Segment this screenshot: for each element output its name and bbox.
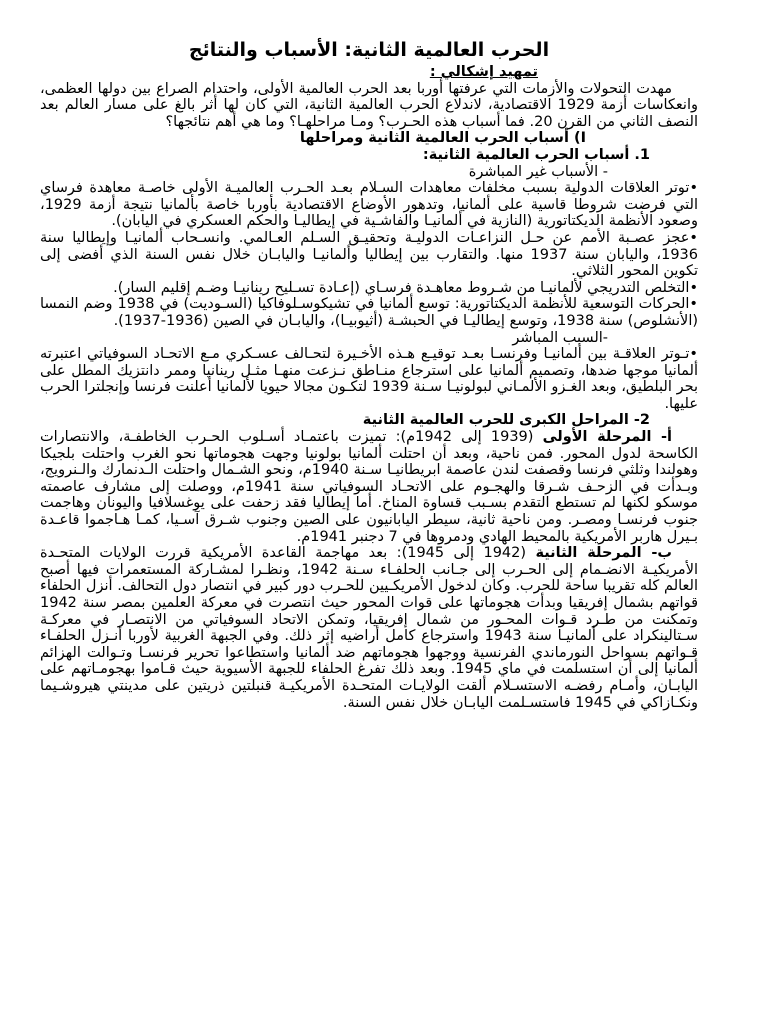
phase-one-paragraph (40, 429, 698, 545)
indirect-causes-heading: - الأسباب غير المباشرة (468, 163, 608, 180)
indirect-cause-item: •توتر العلاقات الدولية بسبب مخلفات معاهدات السـلام بعـد الحـرب العالميـة الأولى خاصـة معاهدة فرساي التي فرضت شروطا قاسية على ألمانيا، وتدهور الأوضاع الاقتصادية بأوربا خاصة بألمانيا نتيجة أزمة 1929، وصعود الأنظمة الديكتاتورية (النازية في ألمانيـا والفاشـية في إيطاليـا والحكم العسكري في اليابان). (40, 180, 698, 230)
subsection-heading-causes: 1. أسباب الحرب العالمية الثانية: (422, 146, 650, 163)
subsection-heading-phases: 2- المراحل الكبرى للحرب العالمية الثانية (362, 412, 650, 429)
phase-one-label: أ- المرحلة الأولى (542, 429, 672, 446)
document-title: الحرب العالمية الثانية: الأسباب والنتائج (188, 39, 550, 61)
phase-one-text: : تميزت باعتمـاد أسـلوب الحـرب الخاطفـة، والانتصارات الكاسحة لدول المحور. فمن ناحية، وبعد أن احتلت ألمانيا بولونيا وجهت هجوماتها نحو الغرب واحتلت بلجيكا وهولندا وثلثي فرنسا وقصفت لندن عاصمة ابريطانيـا سـنة 1940م، ونحو الشـمال واحتلت الـدنمارك والـنرويج، وبـدأت في الزحـف شـرقا والهجـوم على الاتحـاد السوفياتي سنة 1941م، ووصلت إلى مشارف عاصمته موسكو لكنها لم تستطع التقدم بسـبب قساوة المناخ. أما إيطاليا فقد زحفت على يوغسلافيا واليونان وهاجمت جنوب فرنسـا ومصـر. ومن ناحية ثانية، سيطر اليابانيون على الصين وجنوب شـرق آسـيا، كمـا هـاجموا قاعـدة بـيرل هاربر الأمريكية بالمحيط الهادي ودمروها في 7 دجنبر 1941م. (40, 429, 698, 545)
phase-two-label: ب- المرحلة الثانية (535, 545, 672, 562)
indirect-cause-item: •الحركات التوسعية للأنظمة الديكتاتورية: توسع ألمانيا في تشيكوسـلوفاكيا (السـوديت) في 1938 وضم النمسا (الأنشلوص) سنة 1938، وتوسع إيطاليـا في الحبشـة (أثيوبيـا)، واليابـان في الصين (1936-1937). (40, 296, 698, 329)
intro-paragraph: مهدت التحولات والأزمات التي عرفتها أوربا بعد الحرب العالمية الأولى، واحتدام الصراع بين دولها العظمى، وانعكاسات أزمة 1929 الاقتصادية، لاندلاع الحرب العالمية الثانية، التي كان لها أثر بالغ على مسار العالم بعد النصف الثاني من القرن 20. فما أسباب هذه الحـرب؟ ومـا مراحلهـا؟ وما هي أهم نتائجها؟ (40, 80, 698, 130)
intro-heading: تمهيد إشكالي : (429, 64, 538, 80)
phase-two-paragraph (40, 545, 698, 711)
indirect-cause-item: •التخلص التدريجي لألمانيـا من شـروط معاهـدة فرسـاي (إعـادة تسـليح رينانيـا وضـم إقليم السار). (113, 279, 698, 296)
direct-cause-heading: -السبب المباشر (512, 329, 608, 346)
section-heading-causes-phases: I) أسباب الحرب العالمية الثانية ومراحلها (299, 130, 586, 147)
phase-two-dates: (1942 إلى 1945) (401, 545, 527, 562)
phase-two-text: : بعد مهاجمة القاعدة الأمريكية قررت الولايات المتحـدة الأمريكيـة الانضـمام إلى الحـرب إلى جـانب الحلفـاء سـنة 1942، ونظـرا لمشـاركة المستعمرات فيها أصبح العالم كله تقريبا ساحة للحرب. وكان لدخول الأمريكـيين للحـرب دور كبير في انتصار دول التحالف. أنزل الحلفاء قواتهم بشمال إفريقيا وبدأت هجوماتها على قوات المحور حيث انتصرت في معركة العلمين بمصر سنة 1942 وتمكنت من طـرد قـوات المحـور من شمال إفريقيا، وتمكن الاتحاد السوفياتي من الانتصـار في معركـة سـتالينكراد على ألمانيـا سنة 1943 واسترجاع كامل أراضيه إثر ذلك. وفي الجبهة الغربية لأوربا أنـزل الحلفـاء قـواتهم بسواحل النورماندي الفرنسية ووجهوا هجوماتهم ضد ألمانيا واستطاعوا تحرير فرنسـا وتـوالت الهزائم ألمانيا إلى أن استسلمت في ماي 1945. وبعد ذلك تفرغ الحلفاء للجبهة الأسيوية حيث قـاموا بهجومـاتهم على اليابـان، وأمـام رفضـه الاستسـلام ألقت الولايـات المتحـدة الأمريكيـة قنبلتين ذريتين على مدينتي هيروشـيما ونكـازاكي في 1945 فاستسـلمت اليابـان خلال نفس السنة. (40, 545, 699, 711)
direct-cause-paragraph: •تـوتر العلاقـة بين ألمانيـا وفرنسـا بعـد توقيـع هـذه الأخـيرة لتحـالف عسـكري مـع الاتحـاد السوفياتي اعتبرته ألمانيا موجها ضدها، وتصميم ألمانيا على استرجاع منـاطق نـزعت منهـا مثـل رينانيا وممر دانتزيك المطل على بحر البلطيق، وبعد الغـزو الألمـاني لبولونيـا سـنة 1939 لتكـون مجالا حيويا لألمانيا أعلنت فرنسا وإنجلترا الحرب عليها. (40, 346, 698, 412)
phase-one-dates: (1939 إلى 1942م) (400, 429, 534, 446)
indirect-cause-item: •عجز عصـبة الأمم عن حـل النزاعـات الدوليـة وتحقيـق السـلم العـالمي. وانسـحاب ألمانيـا وإيطاليا سنة 1936، واليابان سنة 1937 منها. والتقارب بين إيطاليا وألمانيـا واليابـان خلال نفس السنة الذي أفضى إلى تكوين المحور الثلاثي. (40, 229, 698, 280)
